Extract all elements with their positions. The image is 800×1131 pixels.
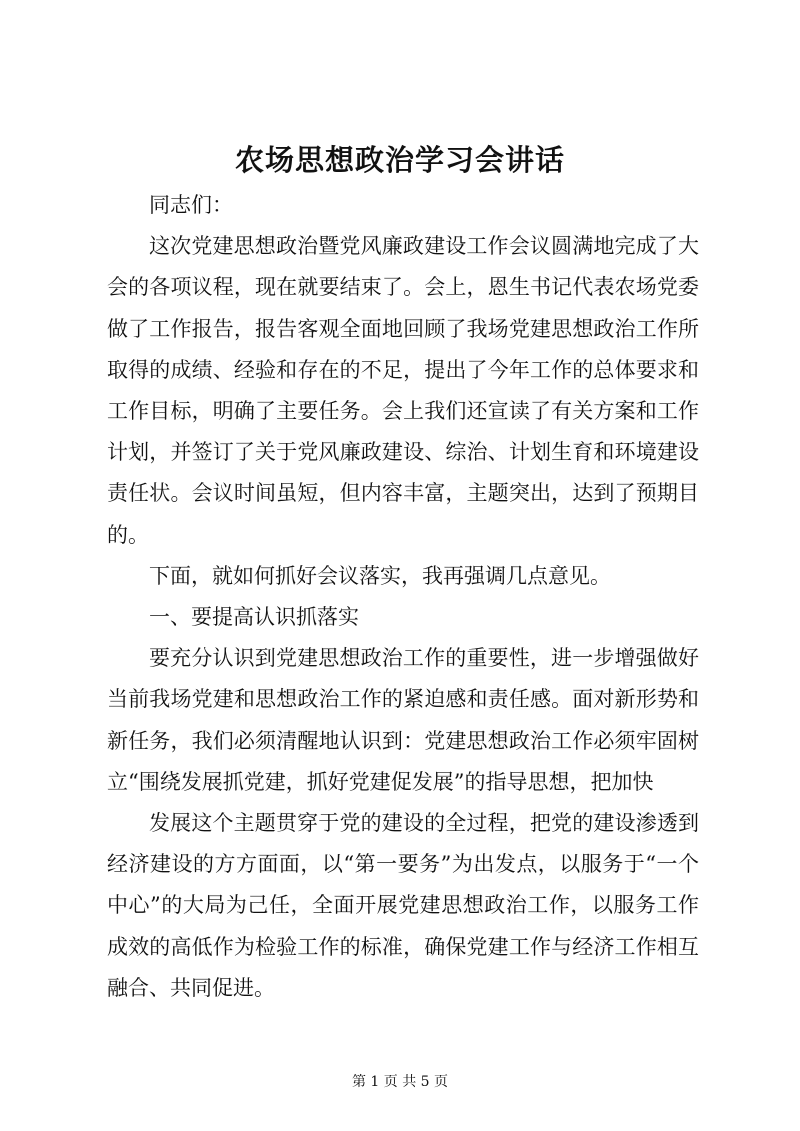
- salutation-paragraph: 同志们：: [149, 193, 233, 217]
- document-title: 农场思想政治学习会讲话: [234, 143, 565, 177]
- document-body: [107, 185, 699, 1009]
- body-paragraph: 这次党建思想政治暨党风廉政建设工作会议圆满地完成了大会的各项议程，现在就要结束了。会上，恩生书记代表农场党委做了工作报告，报告客观全面地回顾了我场党建思想政治工作所取得的成绩、经验和存在的不足，提出了今年工作的总体要求和工作目标，明确了主要任务。会上我们还宣读了有关方案和工作计划，并签订了关于党风廉政建设、综治、计划生育和环境建设责任状。会议时间虽短，但内容丰富，主题突出，达到了预期目的。: [107, 234, 699, 547]
- body-paragraph: 下面，就如何抓好会议落实，我再强调几点意见。: [149, 563, 611, 588]
- section-heading: 一、要提高认识抓落实: [149, 605, 359, 630]
- body-paragraph: 要充分认识到党建思想政治工作的重要性，进一步增强做好当前我场党建和思想政治工作的紧迫感和责任感。面对新形势和新任务，我们必须清醒地认识到：党建思想政治工作必须牢固树立“围绕发展抓党建，抓好党建促发展”的指导思想，把加快: [107, 646, 699, 794]
- body-paragraph: 发展这个主题贯穿于党的建设的全过程，把党的建设渗透到经济建设的方方面面，以“第一要务”为出发点，以服务于“一个中心”的大局为己任，全面开展党建思想政治工作，以服务工作成效的高低作为检验工作的标准，确保党建工作与经济工作相互融合、共同促进。: [107, 811, 699, 1000]
- page-number-footer: 第 1 页 共 5 页: [351, 1074, 449, 1090]
